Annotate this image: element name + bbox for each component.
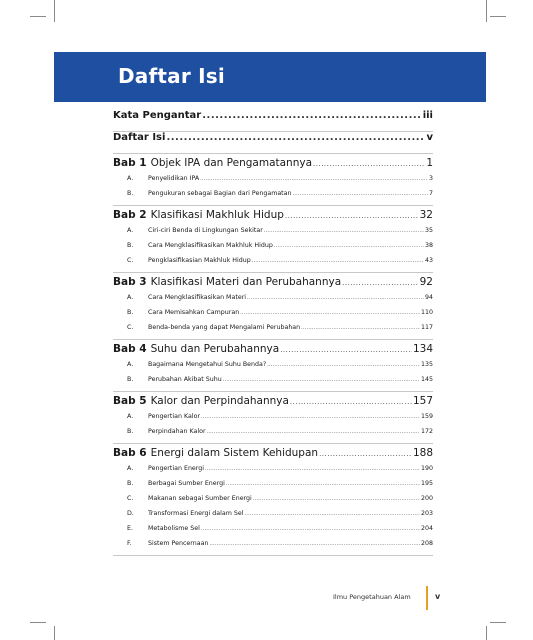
toc-leader-dots	[202, 110, 421, 121]
crop-mark	[30, 16, 46, 17]
chapter-title: Klasifikasi Materi dan Perubahannya	[150, 276, 342, 288]
section-title: Sistem Pencernaan	[148, 540, 209, 547]
chapter-number: Bab 5	[113, 395, 147, 407]
crop-mark	[30, 622, 46, 623]
section-letter: A.	[127, 361, 134, 368]
toc-leader-dots	[201, 414, 420, 420]
section-letter: C.	[127, 324, 134, 331]
toc-leader-dots	[290, 398, 412, 406]
toc-page-number: 204	[420, 525, 433, 532]
toc-page-number: 43	[424, 257, 433, 264]
section-title: Pengertian Energi	[148, 465, 205, 472]
chapter-number: Bab 4	[113, 343, 147, 355]
footer-accent-bar	[426, 586, 428, 610]
toc-page-number: 1	[426, 157, 433, 169]
section-title: Ciri-ciri Benda di Lingkungan Sekitar	[148, 227, 263, 234]
toc-front-entry	[113, 132, 433, 153]
section-letter: A.	[127, 227, 134, 234]
toc-leader-dots	[247, 295, 424, 301]
toc-section-entry	[113, 465, 433, 480]
toc-page-number: 35	[424, 227, 433, 234]
toc-page-number: iii	[422, 110, 433, 121]
section-letter: B.	[127, 376, 134, 383]
section-letter: B.	[127, 242, 134, 249]
section-title: Pengklasifikasian Makhluk Hidup	[148, 257, 251, 264]
toc-page-number: 145	[420, 376, 433, 383]
toc-leader-dots	[223, 377, 420, 383]
toc-section-entry	[113, 361, 433, 376]
section-letter: A.	[127, 294, 134, 301]
crop-mark	[490, 622, 506, 623]
toc-leader-dots	[285, 212, 419, 220]
chapter-title: Klasifikasi Makhluk Hidup	[150, 209, 284, 221]
toc-page-number: 135	[420, 361, 433, 368]
section-title: Pengukuran sebagai Bagian dari Pengamatan	[148, 190, 292, 197]
crop-mark	[54, 626, 55, 640]
chapter-title: Suhu dan Perubahannya	[150, 343, 280, 355]
toc-section-entry	[113, 257, 433, 272]
toc-section-entry	[113, 413, 433, 428]
toc-section-entry	[113, 242, 433, 257]
section-title: Perubahan Akibat Suhu	[148, 376, 222, 383]
crop-mark	[486, 0, 487, 22]
toc-leader-dots	[274, 243, 424, 249]
chapter-number: Bab 2	[113, 209, 147, 221]
toc-page-number: 172	[420, 428, 433, 435]
crop-mark	[486, 626, 487, 640]
toc-leader-dots	[267, 362, 420, 368]
chapter-title: Energi dalam Sistem Kehidupan	[150, 447, 319, 459]
toc-entry-label: Kata Pengantar	[113, 110, 202, 121]
page-title: Daftar Isi	[118, 64, 225, 88]
toc-page-number: 38	[424, 242, 433, 249]
toc-page-number: 7	[428, 190, 433, 197]
section-title: Perpindahan Kalor	[148, 428, 206, 435]
section-title: Cara Mengklasifikasikan Makhluk Hidup	[148, 242, 273, 249]
toc-page-number: 208	[420, 540, 433, 547]
toc-leader-dots	[342, 279, 418, 287]
crop-mark	[54, 0, 55, 22]
section-title: Penyelidikan IPA	[148, 175, 200, 182]
crop-mark	[490, 16, 506, 17]
toc-section-entry	[113, 540, 433, 555]
toc-leader-dots	[226, 481, 420, 487]
toc-entry-label: Daftar Isi	[113, 132, 166, 143]
toc-section-entry	[113, 510, 433, 525]
footer-page-number: v	[435, 592, 441, 601]
toc-leader-dots	[166, 132, 425, 143]
table-of-contents	[113, 110, 433, 556]
section-title: Berbagai Sumber Energi	[148, 480, 225, 487]
section-title: Benda-benda yang dapat Mengalami Perubahan	[148, 324, 301, 331]
toc-section-entry	[113, 495, 433, 510]
toc-leader-dots	[201, 526, 420, 532]
toc-page-number: 3	[428, 175, 433, 182]
toc-separator	[113, 555, 433, 556]
toc-leader-dots	[207, 429, 420, 435]
toc-leader-dots	[301, 325, 420, 331]
section-letter: F.	[127, 540, 132, 547]
toc-page-number: 188	[412, 447, 433, 459]
section-letter: C.	[127, 257, 134, 264]
toc-page-number: 203	[420, 510, 433, 517]
toc-chapter-entry	[113, 340, 433, 361]
section-letter: A.	[127, 175, 134, 182]
toc-section-entry	[113, 227, 433, 242]
chapter-title: Kalor dan Perpindahannya	[150, 395, 289, 407]
chapter-number: Bab 6	[113, 447, 147, 459]
toc-page-number: 92	[419, 276, 433, 288]
section-letter: B.	[127, 309, 134, 316]
toc-page-number: 94	[424, 294, 433, 301]
section-letter: C.	[127, 495, 134, 502]
toc-chapter-entry	[113, 444, 433, 465]
section-title: Bagaimana Mengetahui Suhu Benda?	[148, 361, 267, 368]
toc-page-number: 117	[420, 324, 433, 331]
section-title: Makanan sebagai Sumber Energi	[148, 495, 252, 502]
section-letter: B.	[127, 428, 134, 435]
toc-chapter-entry	[113, 273, 433, 294]
section-letter: B.	[127, 190, 134, 197]
section-title: Cara Mengklasifikasikan Materi	[148, 294, 247, 301]
toc-front-entry	[113, 110, 433, 131]
toc-page-number: 200	[420, 495, 433, 502]
toc-leader-dots	[209, 541, 420, 547]
section-letter: A.	[127, 465, 134, 472]
section-title: Cara Memisahkan Campuran	[148, 309, 240, 316]
section-letter: B.	[127, 480, 134, 487]
toc-section-entry	[113, 175, 433, 190]
toc-page-number: 195	[420, 480, 433, 487]
toc-leader-dots	[205, 466, 420, 472]
section-title: Transformasi Energi dalam Sel	[148, 510, 244, 517]
section-letter: D.	[127, 510, 134, 517]
toc-leader-dots	[240, 310, 420, 316]
toc-leader-dots	[245, 511, 420, 517]
toc-page-number: 157	[412, 395, 433, 407]
toc-leader-dots	[280, 346, 412, 354]
toc-page-number: 32	[419, 209, 433, 221]
toc-section-entry	[113, 324, 433, 339]
chapter-number: Bab 3	[113, 276, 147, 288]
section-title: Pengertian Kalor	[148, 413, 201, 420]
toc-section-entry	[113, 428, 433, 443]
footer-book-title: Ilmu Pengetahuan Alam	[333, 593, 411, 601]
toc-chapter-entry	[113, 206, 433, 227]
toc-section-entry	[113, 309, 433, 324]
toc-leader-dots	[253, 496, 420, 502]
toc-page-number: 110	[420, 309, 433, 316]
toc-page-number: 190	[420, 465, 433, 472]
toc-chapter-entry	[113, 392, 433, 413]
section-title: Metabolisme Sel	[148, 525, 200, 532]
toc-leader-dots	[319, 450, 412, 458]
chapter-title: Objek IPA dan Pengamatannya	[150, 157, 313, 169]
toc-page-number: 159	[420, 413, 433, 420]
toc-page-number: 134	[412, 343, 433, 355]
toc-leader-dots	[264, 228, 424, 234]
toc-section-entry	[113, 525, 433, 540]
section-letter: A.	[127, 413, 134, 420]
toc-section-entry	[113, 480, 433, 495]
title-banner	[54, 52, 486, 102]
section-letter: E.	[127, 525, 133, 532]
chapter-number: Bab 1	[113, 157, 147, 169]
toc-leader-dots	[313, 160, 425, 168]
toc-leader-dots	[200, 176, 428, 182]
toc-leader-dots	[252, 258, 424, 264]
toc-section-entry	[113, 190, 433, 205]
toc-section-entry	[113, 294, 433, 309]
toc-page-number: v	[426, 132, 433, 143]
toc-leader-dots	[293, 191, 428, 197]
toc-chapter-entry	[113, 154, 433, 175]
toc-section-entry	[113, 376, 433, 391]
